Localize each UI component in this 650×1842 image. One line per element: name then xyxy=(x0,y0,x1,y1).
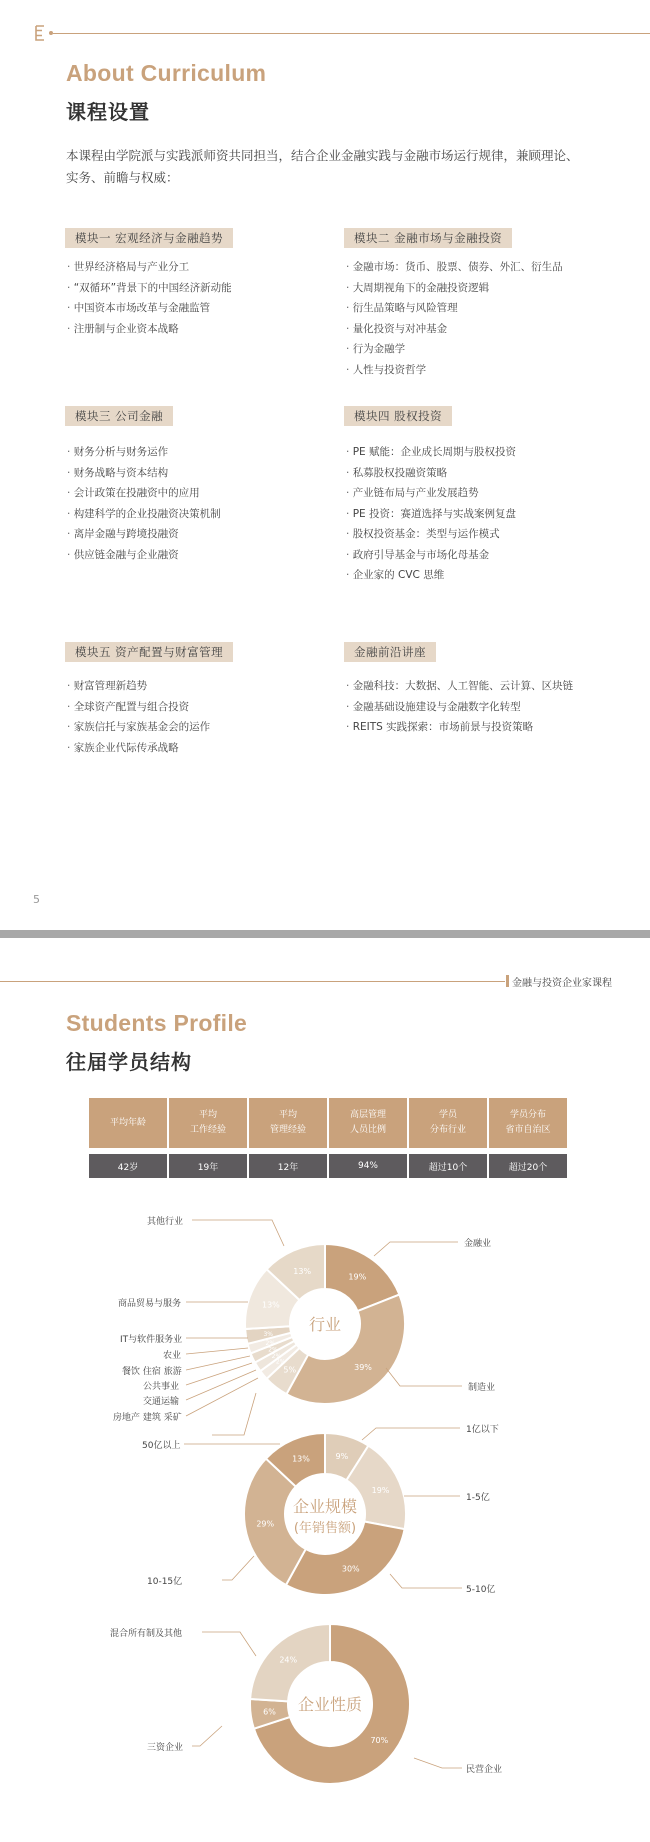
header-label: 金融与投资企业家课程 xyxy=(512,978,612,989)
list-item: · 世界经济格局与产业分工 xyxy=(67,257,232,278)
list-item: · 私募股权投融资策略 xyxy=(346,463,516,484)
list-item: · 衍生品策略与风险管理 xyxy=(346,298,563,319)
stat-header-line: 高层管理 xyxy=(349,1110,386,1120)
leader-line xyxy=(192,1220,284,1246)
donut-slice xyxy=(286,1295,405,1404)
leader-line xyxy=(192,1726,222,1746)
leader-line xyxy=(186,1363,252,1385)
intro-line: 本课程由学院派与实践派师资共同担当，结合企业金融实践与金融市场运行规律，兼顾理论、 xyxy=(66,148,579,163)
list-item: · 中国资本市场改革与金融监管 xyxy=(67,298,232,319)
intro-paragraph xyxy=(66,145,606,189)
list-item: · 企业家的 CVC 思维 xyxy=(346,565,516,586)
donut-center-title: 行业 xyxy=(308,1315,342,1334)
module-list xyxy=(346,676,573,738)
page-title-en: Students Profile xyxy=(66,1010,248,1036)
slice-percent-label: 29% xyxy=(256,1519,275,1529)
list-item: · 财务战略与资本结构 xyxy=(67,463,221,484)
list-item: · 行为金融学 xyxy=(346,339,563,360)
label-transportation: 交通运输 xyxy=(143,1397,180,1407)
logo-mark-icon xyxy=(34,25,46,41)
slice-percent-label: 13% xyxy=(292,1454,310,1464)
stat-header-line: 工作经验 xyxy=(189,1125,226,1135)
stat-header-line: 平均年龄 xyxy=(109,1117,146,1128)
label-foreign-invested: 三资企业 xyxy=(147,1743,184,1753)
nature-donut xyxy=(250,1624,410,1784)
leader-line xyxy=(362,1428,460,1440)
module-list xyxy=(67,676,210,758)
page-number: 5 xyxy=(33,893,40,906)
leader-lines xyxy=(184,1220,462,1768)
list-item: · 构建科学的企业投融资决策机制 xyxy=(67,504,221,525)
leader-line xyxy=(202,1632,256,1656)
industry-donut xyxy=(245,1244,405,1404)
label-trade-services: 商品贸易与服务 xyxy=(118,1299,182,1309)
slice-percent-label: 3% xyxy=(263,1330,273,1338)
list-item: · 量化投资与对冲基金 xyxy=(346,319,563,340)
module-list xyxy=(346,257,563,380)
label-finance: 金融业 xyxy=(464,1239,492,1249)
slice-percent-label: 30% xyxy=(341,1564,360,1574)
intro-line: 实务、前瞻与权威： xyxy=(66,170,179,185)
page-title-en: About Curriculum xyxy=(66,60,267,86)
list-item: · REITS 实践探索：市场前景与投资策略 xyxy=(346,717,573,738)
list-item: · 离岸金融与跨境投融资 xyxy=(67,524,221,545)
module-list xyxy=(67,257,232,339)
label-other-industry: 其他行业 xyxy=(147,1217,184,1227)
page-title-cn: 往届学员结构 xyxy=(66,1050,192,1074)
leader-line xyxy=(374,1242,458,1256)
list-item: · 注册制与企业资本战略 xyxy=(67,319,232,340)
scale-donut xyxy=(244,1433,406,1595)
list-item: · PE 赋能：企业成长周期与股权投资 xyxy=(346,442,516,463)
module-list xyxy=(346,442,516,586)
slice-percent-label: 9% xyxy=(335,1451,349,1461)
label-catering-tourism: 餐饮 住宿 旅游 xyxy=(122,1367,182,1377)
stat-header-line: 平均 xyxy=(198,1110,217,1120)
list-item: · 大周期视角下的金融投资逻辑 xyxy=(346,278,563,299)
list-item: · 人性与投资哲学 xyxy=(346,360,563,381)
stat-header-line: 分布行业 xyxy=(429,1125,466,1135)
slice-percent-label: 2% xyxy=(271,1352,282,1360)
students-profile-page xyxy=(0,938,650,1842)
module-heading: 金融前沿讲座 xyxy=(344,642,436,662)
module-heading: 模块一 宏观经济与金融趋势 xyxy=(65,228,233,248)
page-divider xyxy=(0,930,650,938)
stat-value: 12年 xyxy=(249,1154,327,1178)
page-title-cn: 课程设置 xyxy=(66,100,150,124)
label-agriculture: 农业 xyxy=(163,1351,182,1361)
slice-percent-label: 39% xyxy=(354,1363,372,1373)
list-item: · 家族信托与家族基金会的运作 xyxy=(67,717,210,738)
label-manufacturing: 制造业 xyxy=(468,1383,496,1393)
list-item: · PE 投资：赛道选择与实战案例复盘 xyxy=(346,504,516,525)
list-item: · 政府引导基金与市场化母基金 xyxy=(346,545,516,566)
stat-header-line: 平均 xyxy=(278,1110,297,1120)
label-500m-1b: 5-10亿 xyxy=(466,1585,496,1595)
label-1b-1-5b: 10-15亿 xyxy=(147,1577,183,1587)
stat-header-line: 管理经验 xyxy=(269,1125,306,1135)
list-item: · “双循环”背景下的中国经济新动能 xyxy=(67,278,232,299)
stat-value: 超过20个 xyxy=(489,1154,567,1178)
slice-percent-label: 5% xyxy=(283,1365,297,1375)
slice-percent-label: 6% xyxy=(263,1707,276,1717)
slice-percent-label: 2% xyxy=(265,1339,276,1347)
slice-percent-label: 13% xyxy=(293,1267,312,1277)
donut-center-title: 企业性质 xyxy=(297,1695,363,1714)
list-item: · 金融基础设施建设与金融数字化转型 xyxy=(346,697,573,718)
leader-line xyxy=(212,1393,256,1435)
module-list xyxy=(67,442,221,565)
label-public-utilities: 公共事业 xyxy=(143,1382,180,1392)
leader-line xyxy=(390,1574,462,1588)
module-heading: 模块三 公司金融 xyxy=(65,406,173,426)
list-item: · 会计政策在投融资中的应用 xyxy=(67,483,221,504)
stat-header-line: 省市自治区 xyxy=(505,1125,551,1135)
stat-header-line: 学员分布 xyxy=(509,1110,546,1120)
label-it-software: IT与软件服务业 xyxy=(120,1335,183,1345)
leader-line xyxy=(186,1378,258,1416)
stat-header-line: 学员 xyxy=(438,1110,457,1120)
donut-center-title: 企业规模 xyxy=(292,1497,358,1516)
list-item: · 金融科技：大数据、人工智能、云计算、区块链 xyxy=(346,676,573,697)
header-rule xyxy=(53,33,650,34)
stat-value: 19年 xyxy=(169,1154,247,1178)
stat-value: 42岁 xyxy=(89,1154,167,1178)
stat-value: 超过10个 xyxy=(409,1154,487,1178)
leader-line xyxy=(186,1356,250,1370)
label-100m-500m: 1-5亿 xyxy=(466,1493,490,1503)
list-item: · 全球资产配置与组合投资 xyxy=(67,697,210,718)
list-item: · 财富管理新趋势 xyxy=(67,676,210,697)
stat-value: 94% xyxy=(329,1154,407,1178)
slice-percent-label: 13% xyxy=(262,1300,280,1310)
slice-percent-label: 19% xyxy=(348,1272,367,1282)
label-private: 民营企业 xyxy=(466,1765,503,1775)
list-item: · 股权投资基金：类型与运作模式 xyxy=(346,524,516,545)
module-heading: 模块五 资产配置与财富管理 xyxy=(65,642,233,662)
list-item: · 财务分析与财务运作 xyxy=(67,442,221,463)
slice-percent-label: 24% xyxy=(279,1655,298,1665)
leader-line xyxy=(386,1368,462,1386)
list-item: · 供应链金融与企业融资 xyxy=(67,545,221,566)
label-real-estate: 房地产 建筑 采矿 xyxy=(113,1413,182,1423)
slice-percent-label: 70% xyxy=(370,1735,389,1745)
slice-percent-label: 19% xyxy=(371,1485,390,1495)
charts-canvas xyxy=(0,938,650,1842)
list-item: · 金融市场：货币、股票、债券、外汇、衍生品 xyxy=(346,257,563,278)
leader-line xyxy=(222,1556,254,1580)
module-heading: 模块四 股权投资 xyxy=(344,406,452,426)
slice-percent-label: 2% xyxy=(268,1346,278,1354)
slice-percent-label: 2% xyxy=(275,1358,286,1366)
leader-line xyxy=(414,1758,462,1768)
label-mixed-ownership: 混合所有制及其他 xyxy=(110,1629,183,1639)
stat-header-line: 人员比例 xyxy=(349,1125,386,1135)
donut-center-subtitle: (年销售额) xyxy=(293,1521,357,1536)
module-heading: 模块二 金融市场与金融投资 xyxy=(344,228,512,248)
list-item: · 产业链布局与产业发展趋势 xyxy=(346,483,516,504)
label-under-100m: 1亿以下 xyxy=(466,1425,499,1435)
list-item: · 家族企业代际传承战略 xyxy=(67,738,210,759)
label-over-5b: 50亿以上 xyxy=(142,1441,181,1451)
leader-line xyxy=(186,1348,248,1354)
